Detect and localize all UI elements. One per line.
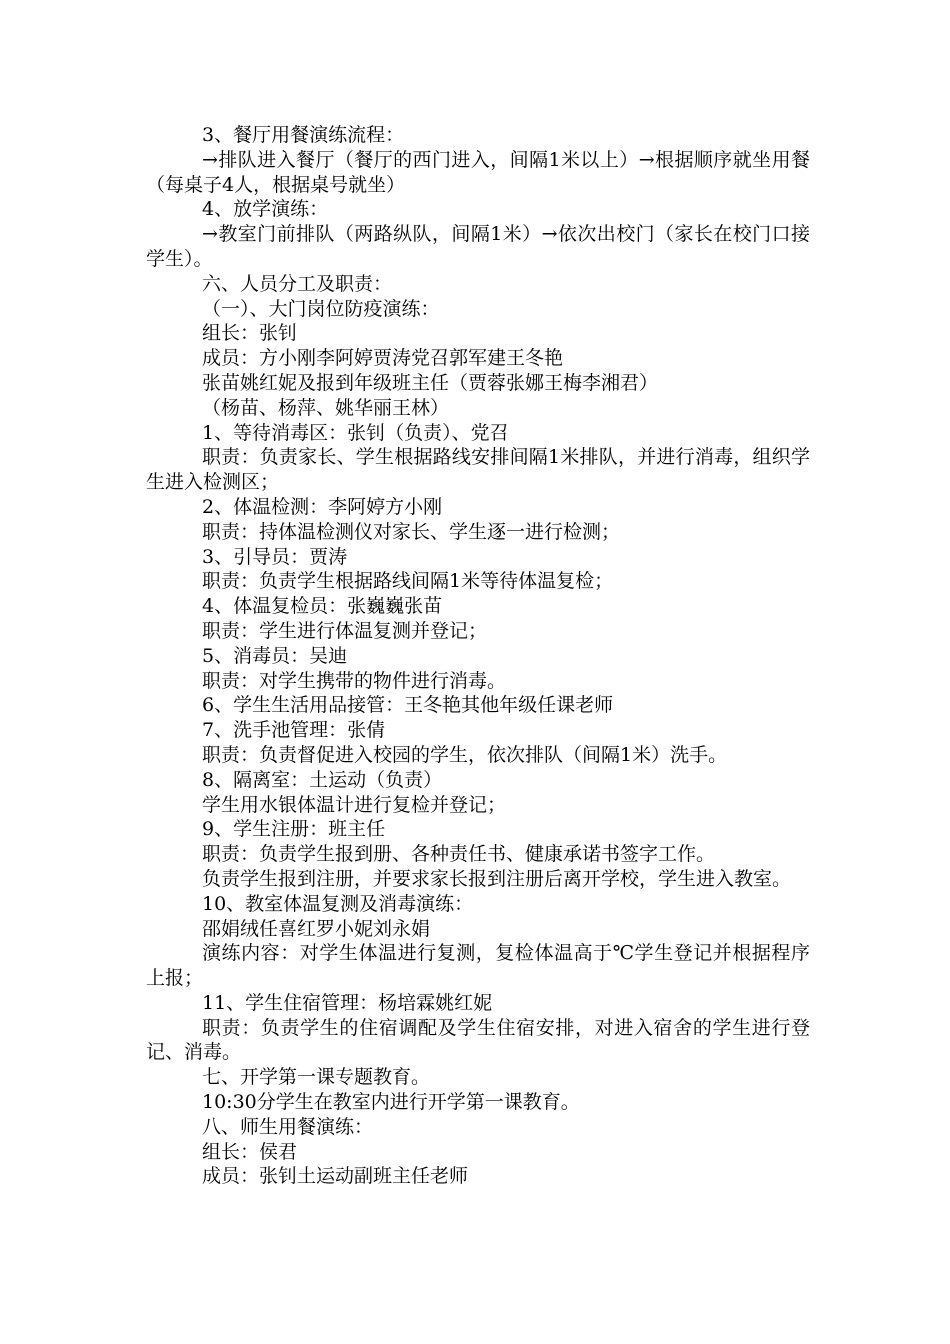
paragraph-dormitory: 11、学生住宿管理：杨培霖姚红妮 <box>202 991 493 1014</box>
paragraph-temperature-check-duty: 职责：持体温检测仪对家长、学生逐一进行检测； <box>202 520 621 543</box>
paragraph-handwash-duty: 职责：负责督促进入校园的学生，依次排队（间隔1米）洗手。 <box>202 743 728 766</box>
paragraph-dormitory-duty: 职责：负责学生的住宿调配及学生住宿安排，对进入宿舍的学生进行登记、消毒。 <box>146 1016 810 1064</box>
paragraph-dining-drill-heading: 3、餐厅用餐演练流程： <box>202 124 405 146</box>
paragraph-waiting-disinfection-duty: 职责：负责家长、学生根据路线安排间隔1米排队，并进行消毒，组织学生进入检测区； <box>146 446 810 494</box>
paragraph-gate-members-extra: （杨苗、杨萍、姚华丽王林） <box>202 396 450 419</box>
paragraph-dining-members: 成员：张钊土运动副班主任老师 <box>202 1165 469 1188</box>
paragraph-dismissal-drill-heading: 4、放学演练： <box>202 198 329 221</box>
paragraph-isolation-room-duty: 学生用水银体温计进行复检并登记； <box>202 793 507 816</box>
paragraph-section-eight-heading: 八、师生用餐演练： <box>202 1115 374 1138</box>
paragraph-classroom-drill-members: 邵娟绒任喜红罗小妮刘永娟 <box>202 917 431 940</box>
paragraph-registration-duty: 职责：负责学生报到册、各种责任书、健康承诺书签字工作。 <box>202 843 716 866</box>
paragraph-guide: 3、引导员：贾涛 <box>202 545 348 568</box>
paragraph-dismissal-drill-flow: →教室门前排队（两路纵队，间隔1米）→依次出校门（家长在校门口接学生）。 <box>146 223 810 270</box>
paragraph-temperature-check: 2、体温检测：李阿婷方小刚 <box>202 495 443 518</box>
paragraph-first-lesson: 10:30分学生在教室内进行开学第一课教育。 <box>202 1091 580 1114</box>
paragraph-supplies: 6、学生生活用品接管：王冬艳其他年级任课老师 <box>202 694 614 717</box>
paragraph-classroom-drill: 10、教室体温复测及消毒演练： <box>202 892 474 915</box>
paragraph-section-six-heading: 六、人员分工及职责： <box>202 272 393 295</box>
paragraph-waiting-disinfection: 1、等待消毒区：张钊（负责）、党召 <box>202 421 509 444</box>
paragraph-dining-leader: 组长：侯君 <box>202 1140 298 1163</box>
paragraph-recheck: 4、体温复检员：张巍巍张苗 <box>202 595 443 618</box>
paragraph-gate-leader: 组长：张钊 <box>202 322 298 345</box>
paragraph-classroom-drill-content: 演练内容：对学生体温进行复测，复检体温高于℃学生登记并根据程序上报； <box>146 942 810 990</box>
paragraph-guide-duty: 职责：负责学生根据路线间隔1米等待体温复检； <box>202 570 614 593</box>
paragraph-registration: 9、学生注册：班主任 <box>202 818 386 841</box>
paragraph-disinfector: 5、消毒员：吴迪 <box>202 644 348 667</box>
paragraph-isolation-room: 8、隔离室：土运动（负责） <box>202 768 443 791</box>
document-body <box>146 123 810 1189</box>
paragraph-registration-duty-continued: 负责学生报到注册，并要求家长报到注册后离开学校，学生进入教室。 <box>202 867 792 890</box>
paragraph-gate-members-continued: 张苗姚红妮及报到年级班主任（贾蓉张娜王梅李湘君） <box>202 371 659 394</box>
paragraph-gate-drill-heading: （一）、大门岗位防疫演练： <box>202 297 440 320</box>
paragraph-disinfector-duty: 职责：对学生携带的物件进行消毒。 <box>202 669 507 692</box>
paragraph-gate-members: 成员：方小刚李阿婷贾涛党召郭军建王冬艳 <box>202 347 564 370</box>
paragraph-dining-drill-flow: →排队进入餐厅（餐厅的西门进入，间隔1米以上）→根据顺序就坐用餐（每桌子4人，根据桌号就坐） <box>146 148 810 196</box>
paragraph-section-seven-heading: 七、开学第一课专题教育。 <box>202 1066 431 1089</box>
paragraph-recheck-duty: 职责：学生进行体温复测并登记； <box>202 619 488 642</box>
paragraph-handwash: 7、洗手池管理：张倩 <box>202 719 386 742</box>
